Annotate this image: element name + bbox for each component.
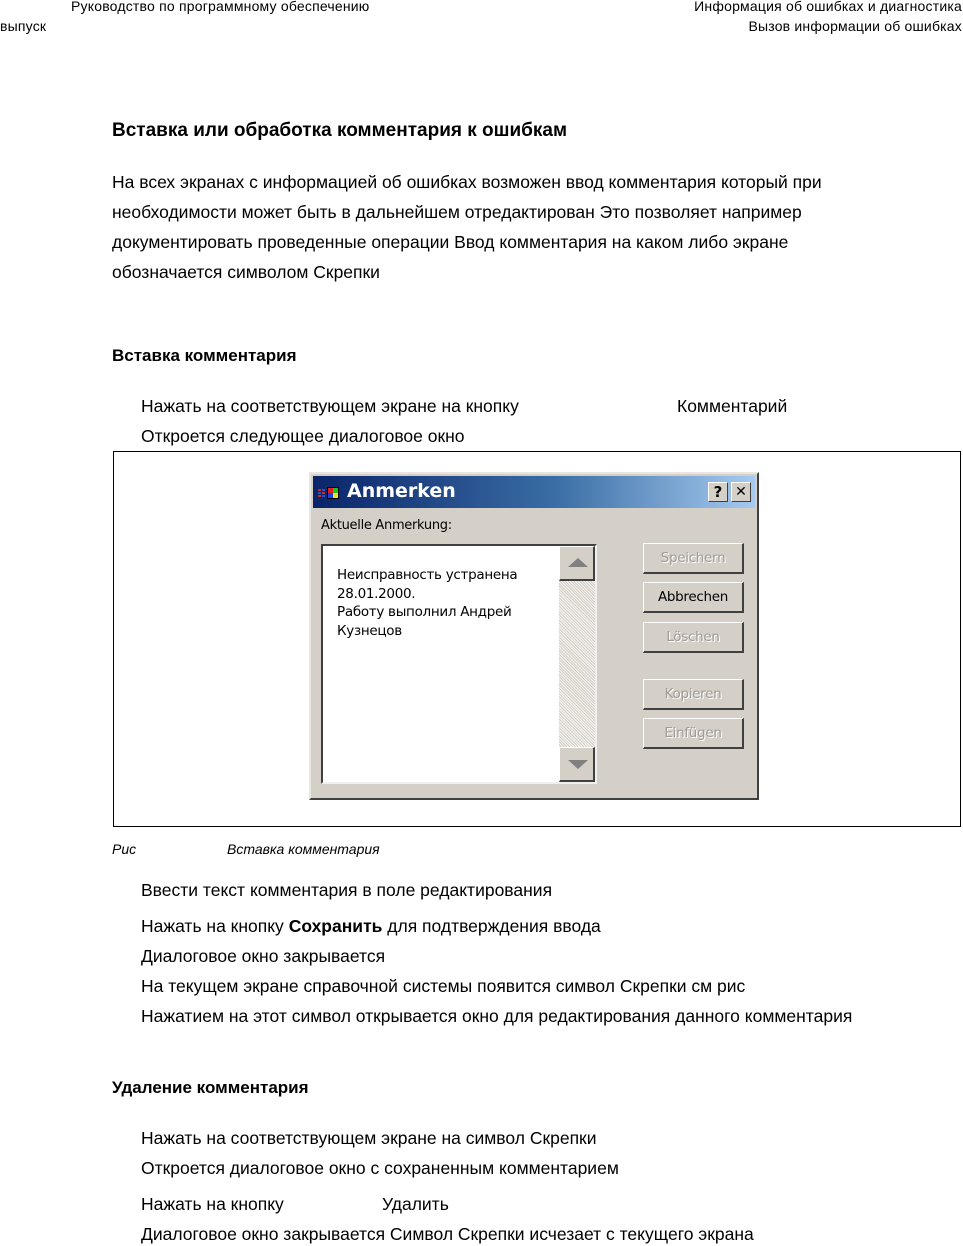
delete-button-label: Удалить bbox=[382, 1194, 449, 1214]
after-step-1: Ввести текст комментария в поле редактирования bbox=[141, 880, 553, 900]
figure-label: Рис bbox=[112, 841, 137, 857]
insert-step-1: Нажать на соответствующем экране на кнопку bbox=[141, 396, 519, 416]
close-button[interactable]: ✕ bbox=[731, 482, 751, 502]
after-step-5: Нажатием на этот символ открывается окно для редактирования данного комментария bbox=[141, 1006, 853, 1026]
intro-line: обозначается символом Скрепки bbox=[112, 262, 380, 282]
comment-text[interactable]: Неисправность устранена 28.01.2000. Работу выполнил Андрей Кузнецов bbox=[337, 567, 518, 639]
intro-line: документировать проведенные операции Ввод комментария на каком либо экране bbox=[112, 232, 789, 252]
after-step-2-suffix: для подтверждения ввода bbox=[382, 916, 601, 936]
header-section-title: Вызов информации об ошибках bbox=[748, 18, 962, 34]
delete-step-1: Нажать на соответствующем экране на символ Скрепки bbox=[141, 1128, 597, 1148]
save-button[interactable]: Speichern bbox=[643, 543, 744, 574]
paste-button[interactable]: Einfügen bbox=[643, 718, 744, 749]
delete-step-4: Диалоговое окно закрывается Символ Скрепки исчезает с текущего экрана bbox=[141, 1224, 754, 1244]
insert-step-2: Откроется следующее диалоговое окно bbox=[141, 426, 465, 446]
dialog-titlebar[interactable] bbox=[313, 476, 755, 508]
header-doc-title: Руководство по программному обеспечению bbox=[71, 0, 370, 14]
insert-heading: Вставка комментария bbox=[112, 346, 297, 365]
figure-caption: Вставка комментария bbox=[227, 841, 380, 857]
cancel-button[interactable]: Abbrechen bbox=[643, 582, 744, 613]
comment-textarea[interactable] bbox=[321, 544, 597, 784]
scroll-up-button[interactable] bbox=[559, 546, 595, 581]
intro-line: На всех экранах с информацией об ошибках возможен ввод комментария который при bbox=[112, 172, 822, 192]
dialog-title: Anmerken bbox=[347, 480, 456, 502]
delete-button[interactable]: Löschen bbox=[643, 622, 744, 653]
app-icon bbox=[318, 485, 342, 501]
vertical-scrollbar[interactable] bbox=[559, 546, 595, 782]
delete-step-3: Нажать на кнопку bbox=[141, 1194, 284, 1214]
anmerken-dialog bbox=[309, 472, 759, 800]
after-step-3: Диалоговое окно закрывается bbox=[141, 946, 386, 966]
save-keyword: Сохранить bbox=[288, 916, 383, 936]
after-step-2-prefix: Нажать на кнопку bbox=[141, 916, 289, 936]
copy-button[interactable]: Kopieren bbox=[643, 679, 744, 710]
intro-line: необходимости может быть в дальнейшем отредактирован Это позволяет например bbox=[112, 202, 802, 222]
delete-step-2: Откроется диалоговое окно с сохраненным комментарием bbox=[141, 1158, 619, 1178]
help-button[interactable]: ? bbox=[708, 482, 728, 502]
after-step-4: На текущем экране справочной системы появится символ Скрепки см рис bbox=[141, 976, 746, 996]
arrow-down-icon bbox=[568, 760, 588, 769]
header-doc-edition: выпуск bbox=[0, 18, 47, 34]
delete-heading: Удаление комментария bbox=[112, 1078, 309, 1097]
scroll-down-button[interactable] bbox=[559, 747, 595, 782]
arrow-up-icon bbox=[568, 558, 588, 567]
current-comment-label: Aktuelle Anmerkung: bbox=[321, 518, 452, 533]
header-chapter-title: Информация об ошибках и диагностика bbox=[694, 0, 962, 14]
after-step-2 bbox=[141, 916, 601, 937]
comment-button-label: Комментарий bbox=[677, 396, 788, 416]
section-title: Вставка или обработка комментария к ошибкам bbox=[112, 120, 568, 141]
